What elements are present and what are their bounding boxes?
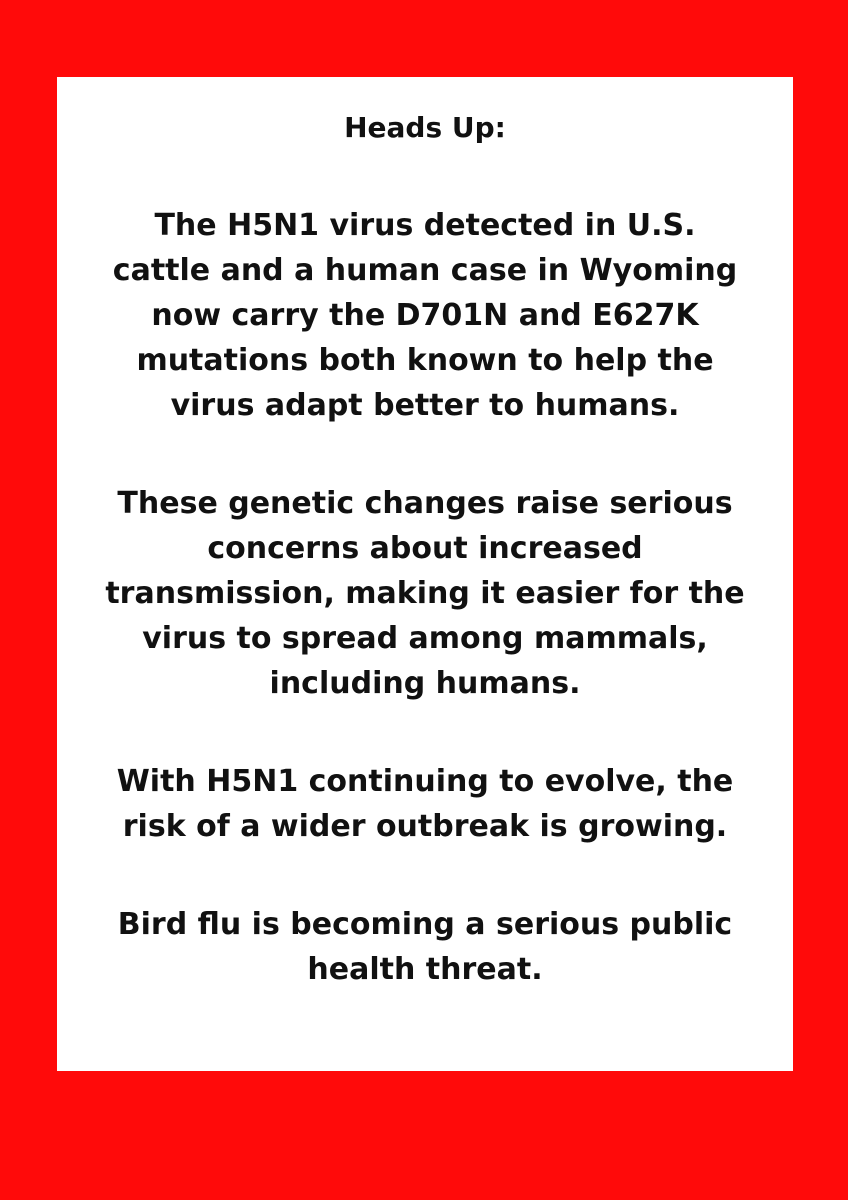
paragraph-line: virus to spread among mammals, [142,621,708,656]
paragraph-gap [57,849,793,902]
paragraph-line: including humans. [269,666,581,701]
paragraph-mutations [57,203,793,428]
paragraph-line: With H5N1 continuing to evolve, the [116,764,734,799]
paragraph-line: cattle and a human case in Wyoming [112,253,738,288]
paragraph-line: virus adapt better to humans. [170,388,680,423]
paragraph-line: mutations both known to help the [136,343,714,378]
paragraph-line: Bird flu is becoming a serious public [117,907,733,942]
notice-card [57,77,793,1071]
paragraph-outbreak-risk [57,759,793,849]
paragraph-line: now carry the D701N and E627K [151,298,699,333]
paragraph-line: risk of a wider outbreak is growing. [122,809,728,844]
paragraph-public-health [57,902,793,992]
paragraph-line: The H5N1 virus detected in U.S. [154,208,696,243]
heading: Heads Up: [344,111,506,144]
paragraph-line: These genetic changes raise serious [117,486,733,521]
paragraph-line: transmission, making it easier for the [105,576,745,611]
paragraph-gap [57,428,793,481]
paragraph-gap [57,706,793,759]
paragraph-line: health threat. [307,952,543,987]
paragraph-line: concerns about increased [207,531,643,566]
paragraph-transmission [57,481,793,706]
paragraph-gap [57,150,793,203]
